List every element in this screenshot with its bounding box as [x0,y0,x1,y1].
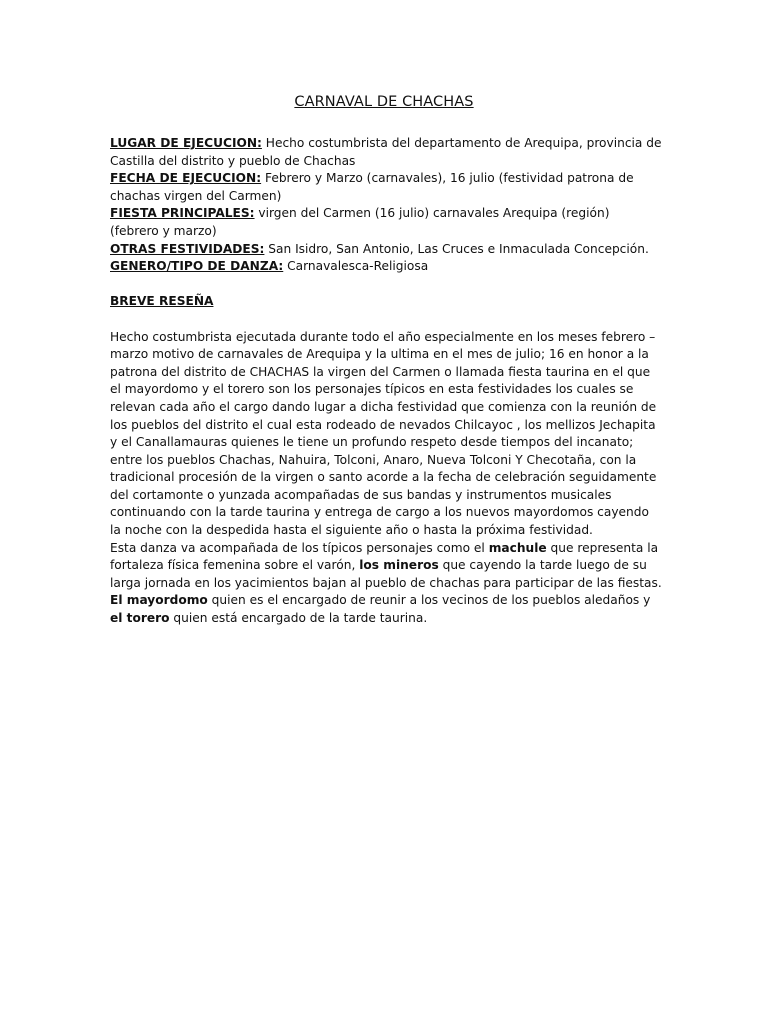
field-fiesta-principales [110,205,662,240]
field-value: Hecho costumbrista del departamento de Arequipa, provincia de Castilla del distrito y pueblo de Chachas [110,136,662,168]
field-label: OTRAS FESTIVIDADES: [110,241,265,256]
paragraph-personajes [110,540,662,628]
document-body [110,135,662,628]
field-label: FECHA DE EJECUCION: [110,171,262,186]
text-run: que representa la fortaleza física femenina sobre el varón, [110,540,659,573]
field-otras-festividades [110,241,662,259]
field-label: LUGAR DE EJECUCION: [110,136,262,150]
document-title: CARNAVAL DE CHACHAS [294,94,474,110]
field-value: Febrero y Marzo (carnavales), 16 julio (festividad patrona de chachas virgen del Carmen) [110,171,634,203]
paragraph-resena: Hecho costumbrista ejecutada durante todo el año especialmente en los meses febrero –marzo motivo de carnavales de Arequipa y la ultima en el mes de julio; 16 en honor a la patrona del distrito de CHACHAS la virgen del Carmen o llamada fiesta taurina en el que el mayordomo y el torero son los personajes típicos en esta festividades los cuales se relevan cada año el cargo dando lugar a dicha festividad que comienza con la reunión de los pueblos del distrito el cual esta rodeado de nevados Chilcayoc , los mellizos Jechapita y el Canallamauras quienes le tiene un profundo respeto desde tiempos del incanato; entre los pueblos Chachas, Nahuira, Tolconi, Anaro, Nueva Tolconi Y Checotaña, con la tradicional procesión de la virgen o santo acorde a la fecha de celebración seguidamente del cortamonte o yunzada acompañadas de sus bandas y instrumentos musicales continuando con la tarde taurina y entrega de cargo a los nuevos mayordomos cayendo la noche con la despedida hasta el siguiente año o hasta la próxima festividad. [110,329,657,538]
field-fecha [110,170,662,205]
bold-term-torero: el torero [110,611,170,626]
field-label: FIESTA PRINCIPALES: [110,206,255,221]
field-value: San Isidro, San Antonio, Las Cruces e Inmaculada Concepción. [264,241,649,256]
bold-term-mineros: los mineros [359,558,439,573]
field-genero-danza [110,258,662,276]
text-run: quien está encargado de la tarde taurina. [169,611,428,626]
field-lugar [110,135,662,170]
text-run: quien es el encargado de reunir a los vecinos de los pueblos aledaños y [207,593,651,608]
bold-term-mayordomo: El mayordomo [110,593,208,608]
section-heading: BREVE RESEÑA [110,294,214,309]
field-value: virgen del Carmen (16 julio) carnavales Arequipa (región) (febrero y marzo) [110,206,610,238]
bold-term-machule: machule [488,540,547,555]
field-label: GENERO/TIPO DE DANZA: [110,259,284,274]
text-run: que cayendo la tarde luego de su larga jornada en los yacimientos bajan al pueblo de chachas para participar de las fiestas. [110,558,662,590]
field-value: Carnavalesca-Religiosa [283,259,429,274]
text-run: Esta danza va acompañada de los típicos personajes como el [110,540,489,555]
